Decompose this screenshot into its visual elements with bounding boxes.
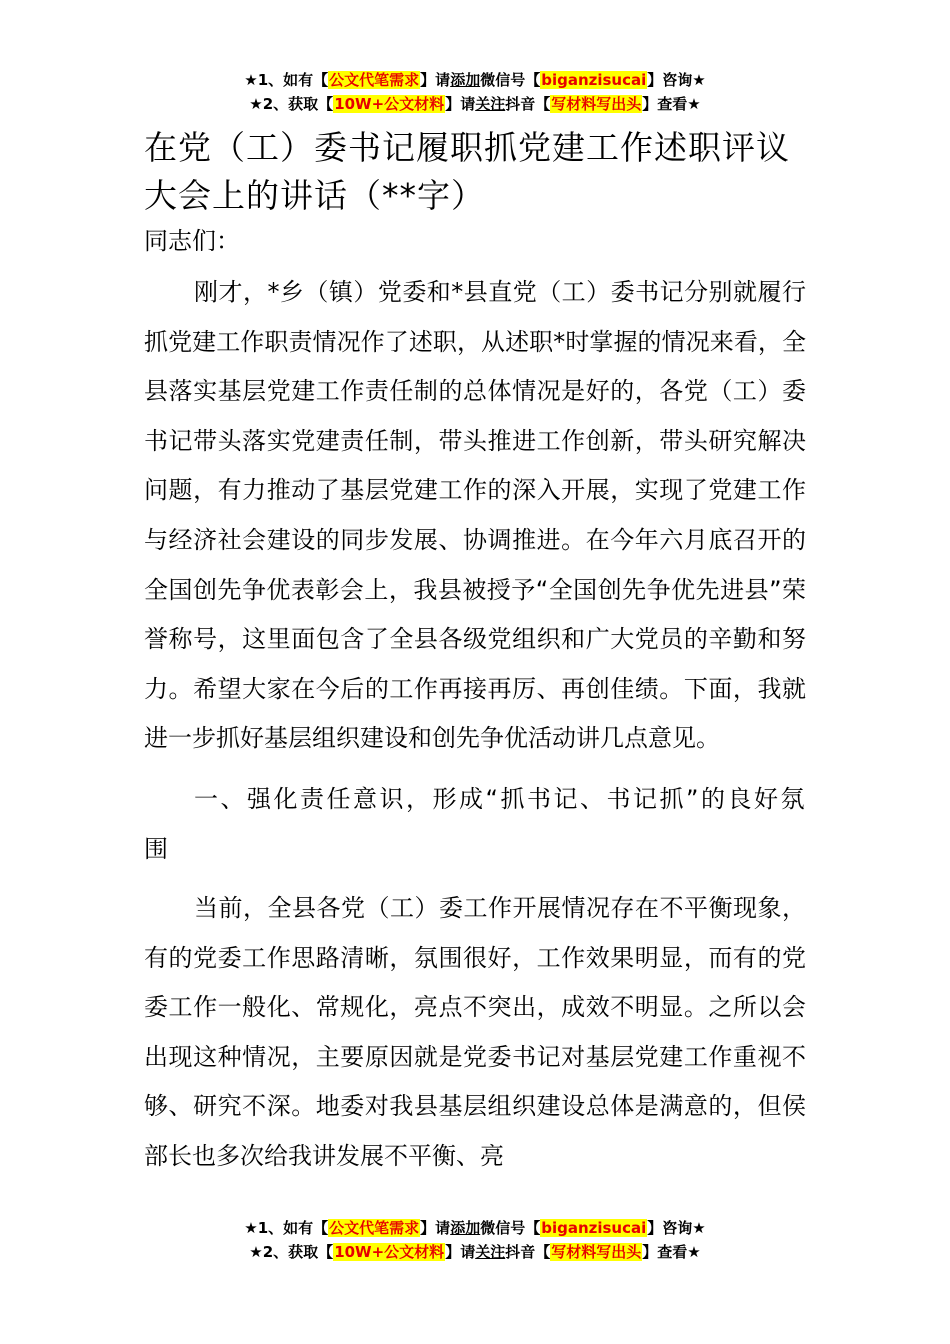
promo-highlight: 写材料写出头 <box>551 1243 642 1261</box>
promo-text: ★1、如有【 <box>244 71 329 89</box>
promo-underlined-text: 添加 <box>450 71 481 89</box>
promo-text: 】咨询★ <box>647 71 706 89</box>
promo-text: 】请 <box>420 71 451 89</box>
promo-text: 抖音【 <box>505 95 551 113</box>
promo-highlight: 10W+公文材料 <box>334 95 445 113</box>
promo-text: 】请 <box>445 1243 476 1261</box>
document-body <box>144 124 806 1182</box>
greeting: 同志们： <box>144 227 240 255</box>
promo-line-2 <box>0 92 950 116</box>
promo-text: 微信号【 <box>480 71 541 89</box>
promo-text: 】请 <box>420 1219 451 1237</box>
promo-underlined-text: 关注 <box>475 95 506 113</box>
promo-underlined-text: 添加 <box>450 1219 481 1237</box>
promo-banner-bottom <box>0 1216 950 1264</box>
promo-underlined-text: 关注 <box>475 1243 506 1261</box>
promo-highlight: 写材料写出头 <box>551 95 642 113</box>
section-heading-1: 一、强化责任意识，形成“抓书记、书记抓”的良好氛围 <box>144 784 806 863</box>
document-title: 在党（工）委书记履职抓党建工作述职评议大会上的讲话（**字） <box>144 128 790 215</box>
promo-text: 】请 <box>445 95 476 113</box>
promo-highlight: 公文代笔需求 <box>329 1219 420 1237</box>
promo-line-1 <box>0 68 950 92</box>
promo-text: ★2、获取【 <box>249 1243 334 1261</box>
promo-highlight: biganzisucai <box>541 71 647 89</box>
promo-text: ★2、获取【 <box>249 95 334 113</box>
promo-text: ★1、如有【 <box>244 1219 329 1237</box>
promo-highlight: 10W+公文材料 <box>334 1243 445 1261</box>
promo-highlight: biganzisucai <box>541 1219 647 1237</box>
promo-banner-top <box>0 68 950 116</box>
promo-text: 】查看★ <box>642 95 701 113</box>
paragraph-1: 刚才，*乡（镇）党委和*县直党（工）委书记分别就履行抓党建工作职责情况作了述职，从述职*时掌握的情况来看，全县落实基层党建工作责任制的总体情况是好的，各党（工）委书记带头落实党建责任制，带头推进工作创新，带头研究解决问题，有力推动了基层党建工作的深入开展，实现了党建工作与经济社会建设的同步发展、协调推进。在今年六月底召开的全国创先争优表彰会上，我县被授予“全国创先争优先进县”荣誉称号，这里面包含了全县各级党组织和广大党员的辛勤和努力。希望大家在今后的工作再接再厉、再创佳绩。下面，我就进一步抓好基层组织建设和创先争优活动讲几点意见。 <box>144 278 806 753</box>
paragraph-2: 当前，全县各党（工）委工作开展情况存在不平衡现象，有的党委工作思路清晰，氛围很好，工作效果明显，而有的党委工作一般化、常规化，亮点不突出，成效不明显。之所以会出现这种情况，主要原因就是党委书记对基层党建工作重视不够、研究不深。地委对我县基层组织建设总体是满意的，但侯部长也多次给我讲发展不平衡、亮 <box>144 893 806 1170</box>
promo-line-2 <box>0 1240 950 1264</box>
promo-text: 】查看★ <box>642 1243 701 1261</box>
promo-highlight: 公文代笔需求 <box>329 71 420 89</box>
promo-text: 微信号【 <box>480 1219 541 1237</box>
promo-text: 】咨询★ <box>647 1219 706 1237</box>
promo-line-1 <box>0 1216 950 1240</box>
promo-text: 抖音【 <box>505 1243 551 1261</box>
